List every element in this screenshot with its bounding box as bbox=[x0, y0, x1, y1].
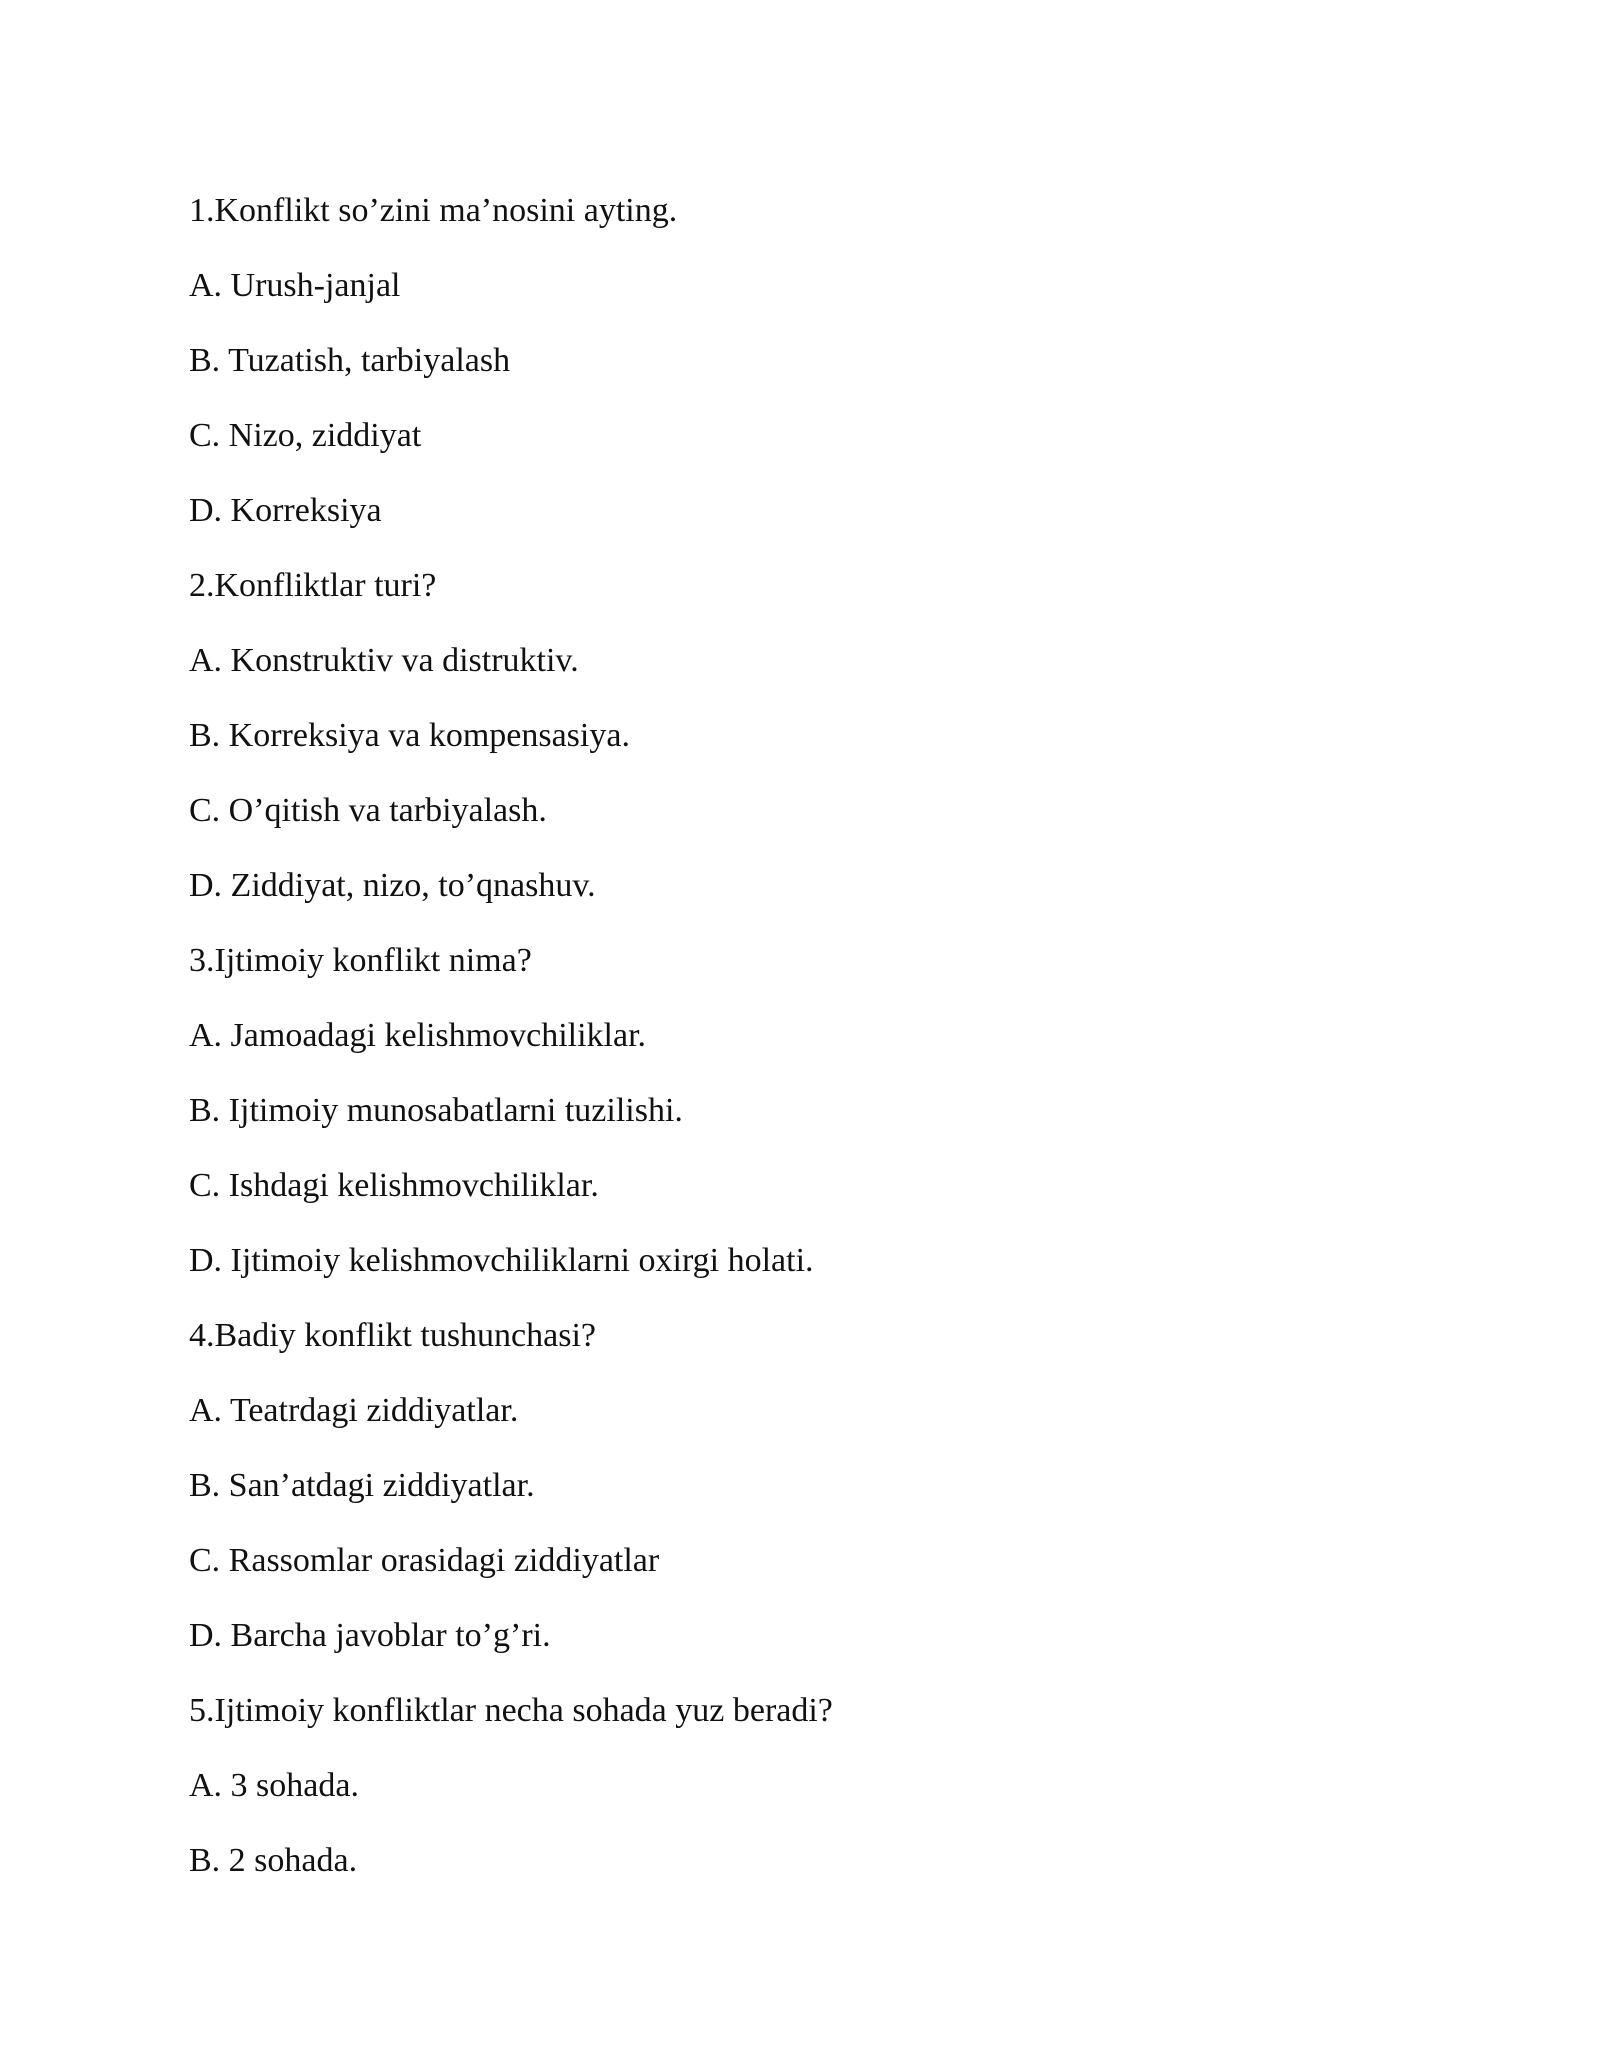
answer-option: A. Konstruktiv va distruktiv. bbox=[189, 642, 579, 679]
question-text: 1.Konflikt so’zini ma’nosini ayting. bbox=[189, 192, 678, 229]
answer-option: A. Jamoadagi kelishmovchiliklar. bbox=[189, 1017, 647, 1054]
answer-option: D. Ijtimoiy kelishmovchiliklarni oxirgi holati. bbox=[189, 1242, 814, 1279]
answer-option: B. 2 sohada. bbox=[189, 1842, 358, 1879]
question-text: 3.Ijtimoiy konflikt nima? bbox=[189, 942, 532, 979]
answer-option: D. Barcha javoblar to’g’ri. bbox=[189, 1617, 551, 1654]
answer-option: C. O’qitish va tarbiyalash. bbox=[189, 792, 547, 829]
answer-option: B. Korreksiya va kompensasiya. bbox=[189, 717, 630, 754]
answer-option: A. 3 sohada. bbox=[189, 1767, 359, 1804]
question-text: 4.Badiy konflikt tushunchasi? bbox=[189, 1317, 597, 1354]
question-block-4 bbox=[189, 1308, 1409, 1683]
question-block-3 bbox=[189, 933, 1409, 1308]
question-block-5 bbox=[189, 1683, 1409, 1908]
answer-option: B. San’atdagi ziddiyatlar. bbox=[189, 1467, 535, 1504]
answer-option: D. Korreksiya bbox=[189, 492, 382, 529]
question-block-2 bbox=[189, 558, 1409, 933]
quiz-content bbox=[189, 183, 1409, 1908]
question-text: 2.Konfliktlar turi? bbox=[189, 567, 437, 604]
answer-option: C. Ishdagi kelishmovchiliklar. bbox=[189, 1167, 599, 1204]
answer-option: A. Teatrdagi ziddiyatlar. bbox=[189, 1392, 519, 1429]
answer-option: B. Ijtimoiy munosabatlarni tuzilishi. bbox=[189, 1092, 683, 1129]
question-block-1 bbox=[189, 183, 1409, 558]
answer-option: C. Nizo, ziddiyat bbox=[189, 417, 422, 454]
answer-option: A. Urush-janjal bbox=[189, 267, 401, 304]
question-text: 5.Ijtimoiy konfliktlar necha sohada yuz beradi? bbox=[189, 1692, 833, 1729]
answer-option: B. Tuzatish, tarbiyalash bbox=[189, 342, 511, 379]
answer-option: D. Ziddiyat, nizo, to’qnashuv. bbox=[189, 867, 596, 904]
answer-option: C. Rassomlar orasidagi ziddiyatlar bbox=[189, 1542, 660, 1579]
